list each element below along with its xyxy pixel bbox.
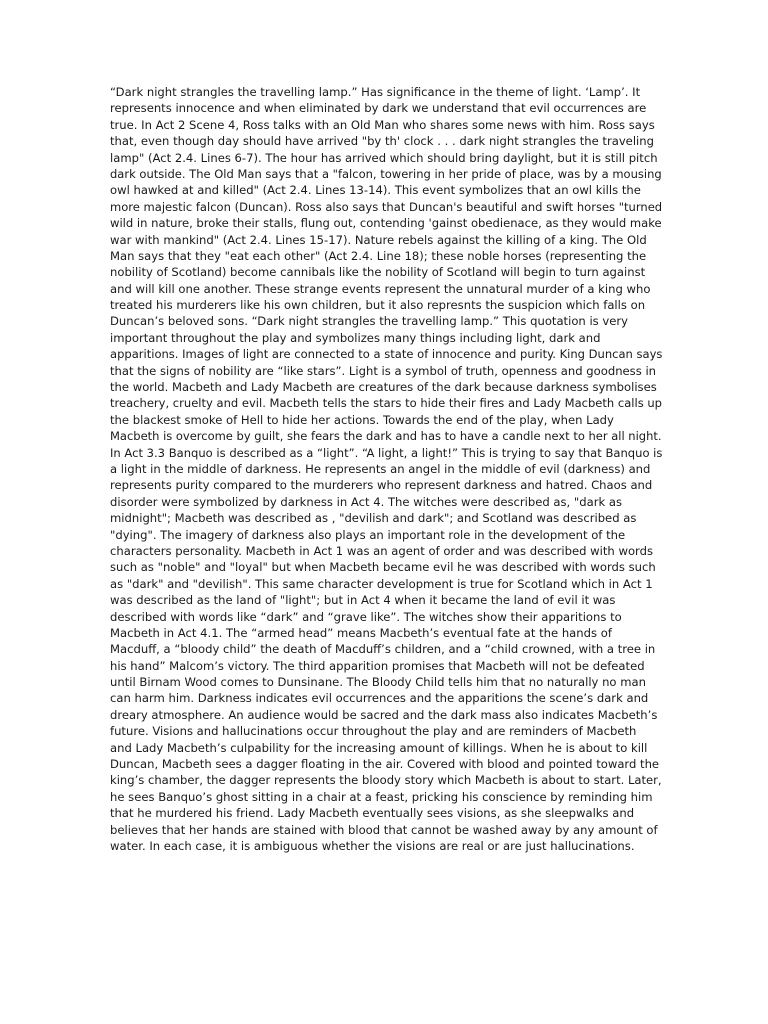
text-line: Duncan, Macbeth sees a dagger floating in the air. Covered with blood and pointed toward the — [110, 757, 660, 772]
text-line: "dying". The imagery of darkness also plays an important role in the development of the — [110, 527, 626, 542]
text-line: Macduff, a “bloody child” the death of Macduff’s children, and a “child crowned, with a tree in — [110, 642, 656, 657]
text-line: true. In Act 2 Scene 4, Ross talks with an Old Man who shares some news with him. Ross says — [110, 117, 655, 132]
body-paragraph — [110, 84, 662, 854]
text-line: treated his murderers like his own children, but it also represnts the suspicion which falls on — [110, 298, 646, 313]
text-line: a light in the middle of darkness. He represents an angel in the middle of evil (darkness) and — [110, 461, 651, 476]
text-line: characters personality. Macbeth in Act 1 was an agent of order and was described with words — [110, 543, 654, 558]
text-line: represents purity compared to the murderers who represent darkness and hatred. Chaos and — [110, 478, 653, 493]
text-line: can harm him. Darkness indicates evil occurrences and the apparitions the scene’s dark and — [110, 691, 649, 706]
text-line: represents innocence and when eliminated by dark we understand that evil occurrences are — [110, 101, 647, 116]
text-line: apparitions. Images of light are connected to a state of innocence and purity. King Duncan says — [110, 347, 663, 362]
text-line: lamp" (Act 2.4. Lines 6-7). The hour has arrived which should bring daylight, but it is still pitch — [110, 150, 658, 165]
text-line: midnight"; Macbeth was described as , "devilish and dark"; and Scotland was described as — [110, 511, 637, 526]
text-line: the blackest smoke of Hell to hide her actions. Towards the end of the play, when Lady — [110, 412, 614, 427]
text-line: his hand” Malcom’s victory. The third apparition promises that Macbeth will not be defeated — [110, 658, 645, 673]
text-line: Duncan’s beloved sons. “Dark night strangles the travelling lamp.” This quotation is very — [110, 314, 629, 329]
text-line: the world. Macbeth and Lady Macbeth are creatures of the dark because darkness symbolises — [110, 380, 657, 395]
text-line: that, even though day should have arrived "by th' clock . . . dark night strangles the traveling — [110, 134, 654, 149]
text-line: king’s chamber, the dagger represents the bloody story which Macbeth is about to start. Later, — [110, 773, 662, 788]
text-line: wild in nature, broke their stalls, flung out, contending 'gainst obedienace, as they would make — [110, 216, 662, 231]
text-line: such as "noble" and "loyal" but when Macbeth became evil he was described with words such — [110, 560, 656, 575]
text-line: owl hawked at and killed" (Act 2.4. Lines 13-14). This event symbolizes that an owl kills the — [110, 183, 641, 198]
text-line: future. Visions and hallucinations occur throughout the play and are reminders of Macbeth — [110, 724, 637, 739]
text-line: described with words like “dark” and “grave like”. The witches show their apparitions to — [110, 609, 622, 624]
text-line: nobility of Scotland) become cannibals like the nobility of Scotland will begin to turn against — [110, 265, 646, 280]
text-line: water. In each case, it is ambiguous whether the visions are real or are just hallucinations. — [110, 838, 635, 853]
text-line: he sees Banquo’s ghost sitting in a chair at a feast, pricking his conscience by reminding him — [110, 789, 653, 804]
text-line: was described as the land of "light"; but in Act 4 when it became the land of evil it was — [110, 593, 616, 608]
text-line: Macbeth in Act 4.1. The “armed head” means Macbeth’s eventual fate at the hands of — [110, 625, 612, 640]
text-line: until Birnam Wood comes to Dunsinane. The Bloody Child tells him that no naturally no man — [110, 675, 646, 690]
text-line: believes that her hands are stained with blood that cannot be washed away by any amount of — [110, 822, 658, 837]
text-line: important throughout the play and symbolizes many things including light, dark and — [110, 330, 601, 345]
text-line: that he murdered his friend. Lady Macbeth eventually sees visions, as she sleepwalks and — [110, 806, 635, 821]
text-line: more majestic falcon (Duncan). Ross also says that Duncan's beautiful and swift horses "turned — [110, 199, 663, 214]
text-line: dark outside. The Old Man says that a "falcon, towering in her pride of place, was by a mousing — [110, 166, 662, 181]
text-line: “Dark night strangles the travelling lamp.” Has significance in the theme of light. ‘Lamp’. It — [110, 85, 641, 99]
text-line: that the signs of nobility are “like stars”. Light is a symbol of truth, openness and goodness in — [110, 363, 657, 378]
text-line: war with mankind" (Act 2.4. Lines 15-17). Nature rebels against the killing of a king. The Old — [110, 232, 647, 247]
text-line: disorder were symbolized by darkness in Act 4. The witches were described as, "dark as — [110, 494, 623, 509]
text-line: treachery, cruelty and evil. Macbeth tells the stars to hide their fires and Lady Macbeth calls up — [110, 396, 663, 411]
text-line: In Act 3.3 Banquo is described as a “light”. “A light, a light!” This is trying to say that Banquo is — [110, 445, 663, 460]
text-line: dreary atmosphere. An audience would be sacred and the dark mass also indicates Macbeth’s — [110, 707, 658, 722]
text-line: and will kill one another. These strange events represent the unnatural murder of a king who — [110, 281, 651, 296]
text-line: Macbeth is overcome by guilt, she fears the dark and has to have a candle next to her all night. — [110, 429, 662, 444]
text-line: Man says that they "eat each other" (Act 2.4. Line 18); these noble horses (representing the — [110, 248, 647, 263]
text-line: and Lady Macbeth’s culpability for the increasing amount of killings. When he is about to kill — [110, 740, 648, 755]
text-line: as "dark" and "devilish". This same character development is true for Scotland which in Act 1 — [110, 576, 653, 591]
